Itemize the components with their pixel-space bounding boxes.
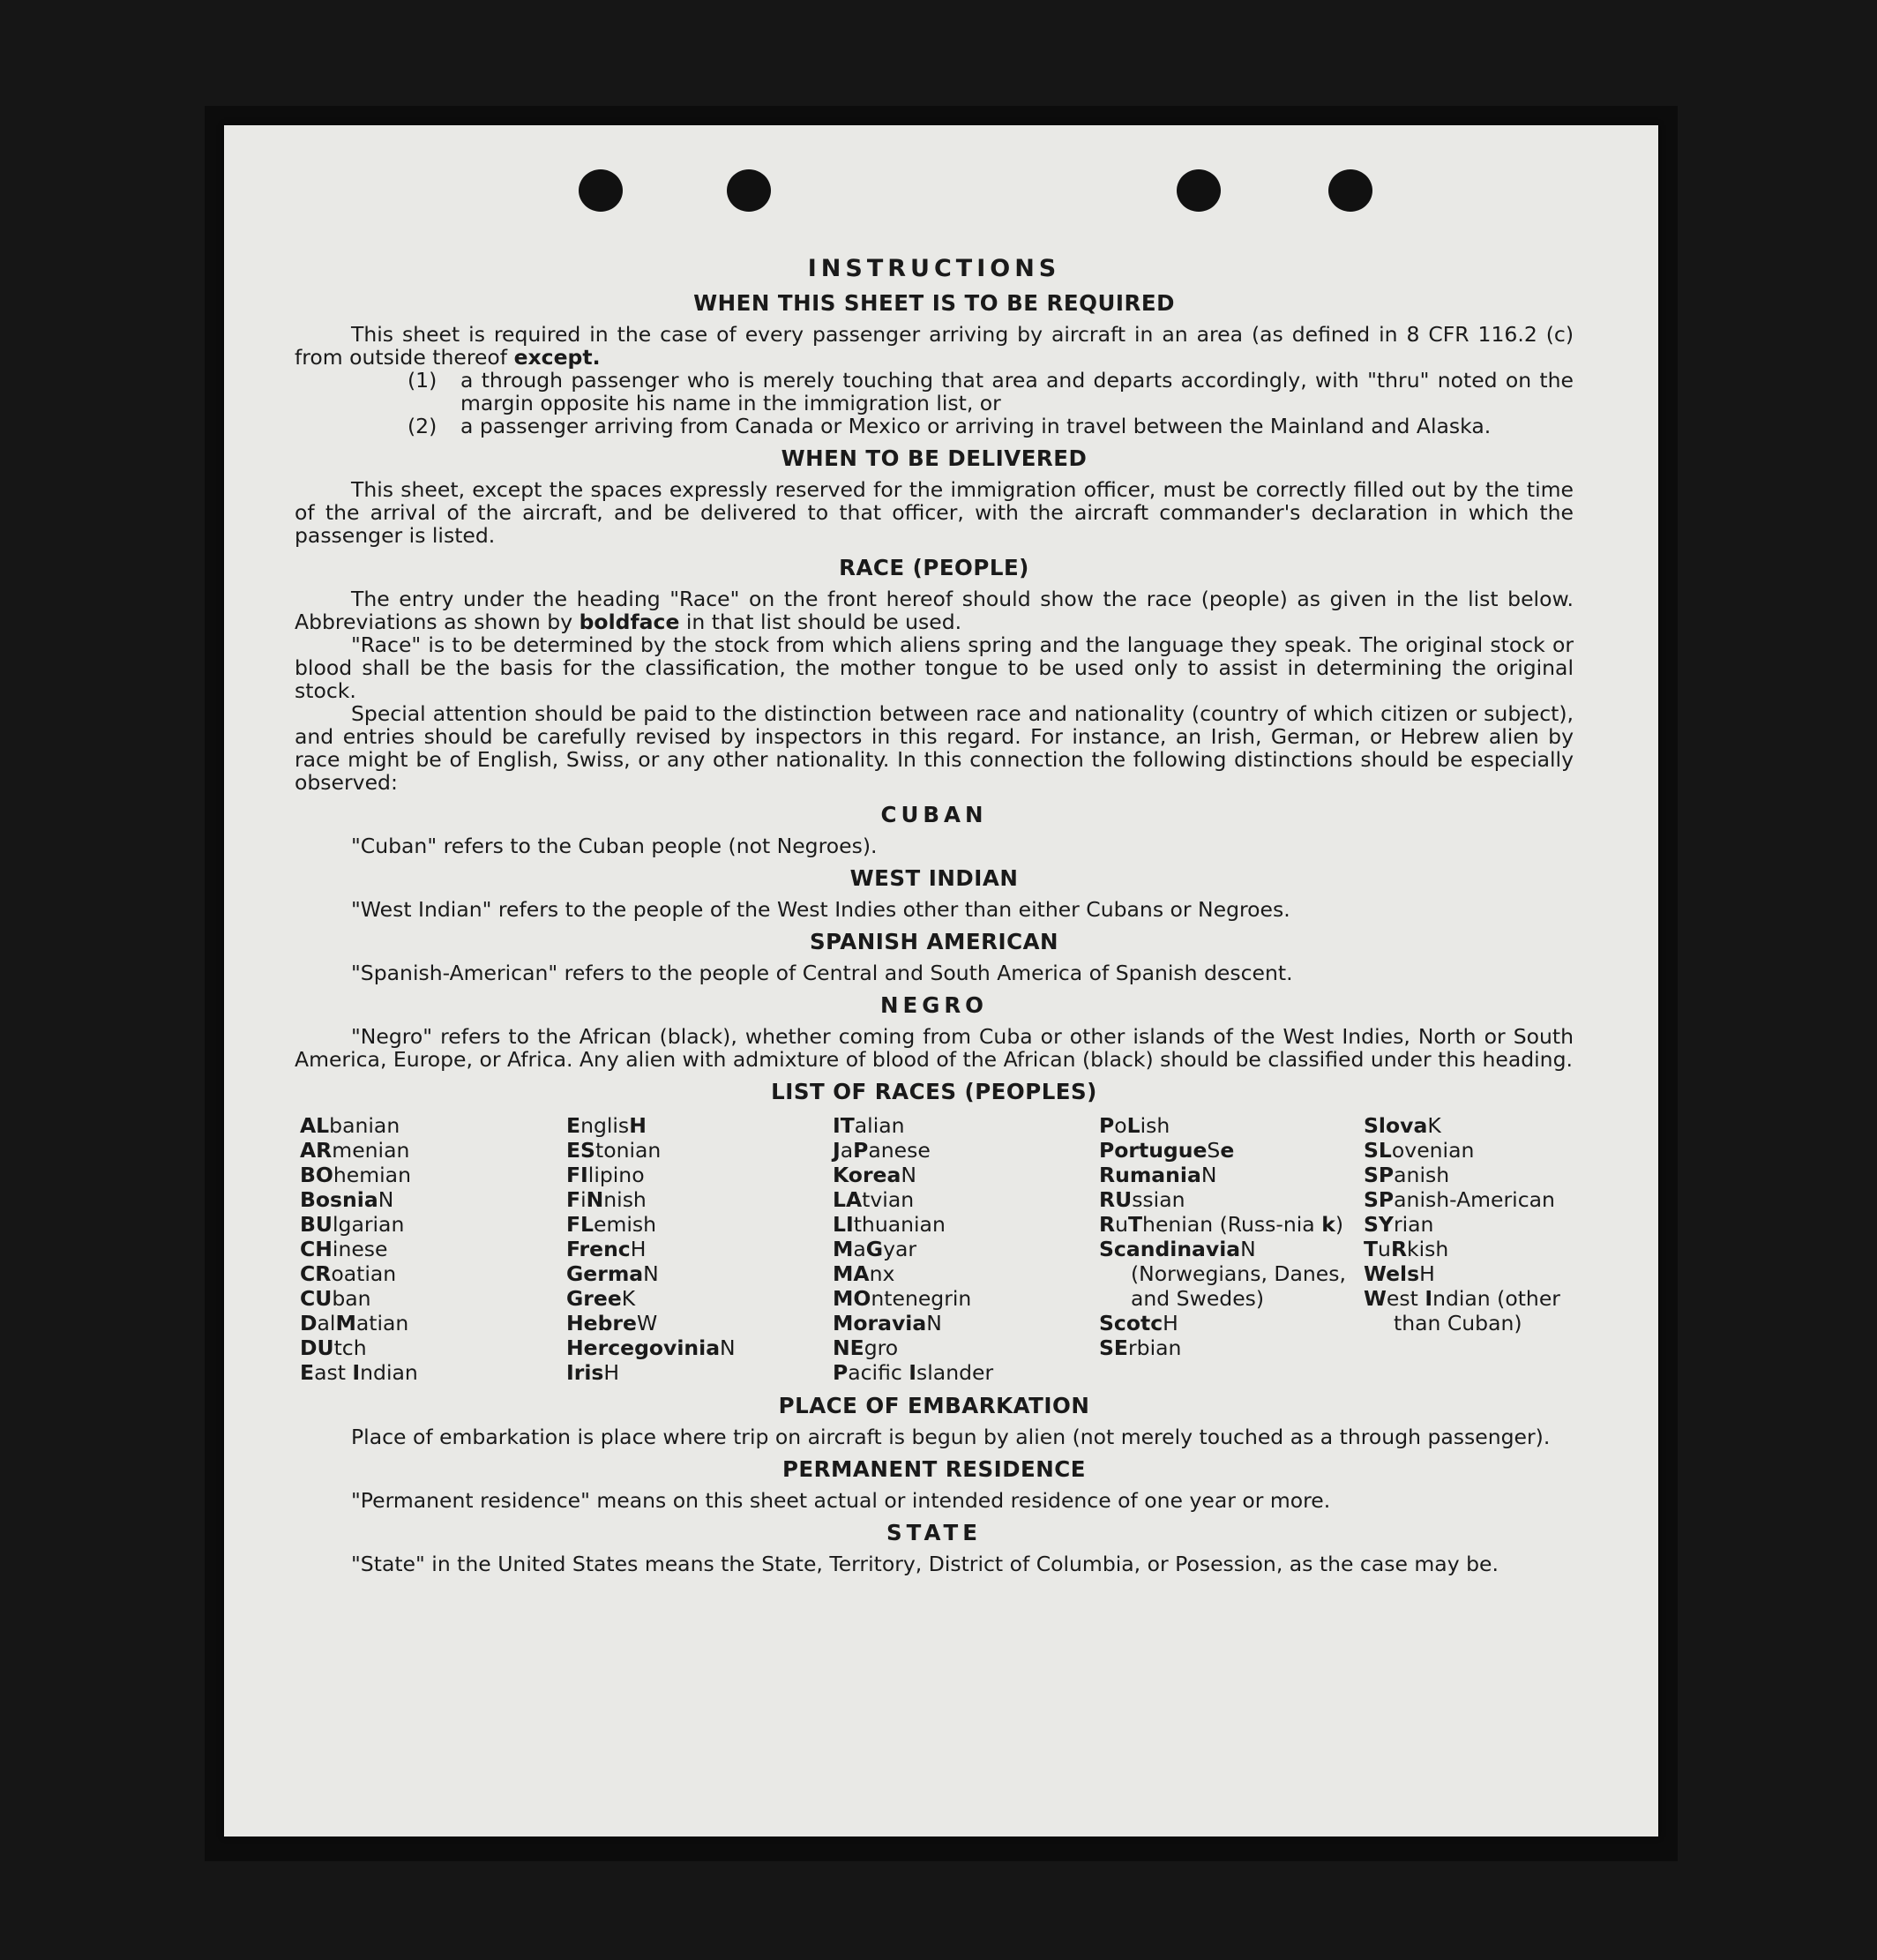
spanish-american-text: "Spanish-American" refers to the people of Central and South America of Spanish descent. [351,961,1293,985]
punch-hole-icon [727,169,771,212]
section-heading-west-indian: WEST INDIAN [849,865,1019,891]
state-text: "State" in the United States means the State, Territory, District of Columbia, or Posession, as the case may be. [351,1552,1499,1576]
race-entry: SPanish-American [1364,1187,1555,1212]
section-heading-cuban: CUBAN [880,802,988,827]
punch-hole-icon [1328,169,1372,212]
document-sheet [224,125,1658,1837]
race-column [1099,1113,1364,1385]
race-entry: RUssian [1099,1187,1185,1212]
race-entry: SLovenian [1364,1138,1475,1163]
race-entry: NEgro [833,1335,899,1360]
race-entry: SlovaK [1364,1113,1441,1138]
race-entry: FIlipino [566,1163,645,1187]
race-column [1364,1113,1584,1385]
race-entry: BosniaN [300,1187,394,1212]
race-entry: PoLish [1099,1113,1170,1138]
punch-hole-icon [579,169,623,212]
west-indian-text: "West Indian" refers to the people of the West Indies other than either Cubans or Negroes. [351,897,1290,922]
race-entry: BOhemian [300,1163,411,1187]
race-entry: MaGyar [833,1237,917,1261]
race-entry: IrisH [566,1360,620,1385]
race-entry: PortugueSe [1099,1138,1235,1163]
race-entry: GreeK [566,1286,636,1311]
race-entry: RumaniaN [1099,1163,1217,1187]
race-column [300,1113,566,1385]
race-entry: ScotcH [1099,1311,1178,1335]
section-heading-when-required: WHEN THIS SHEET IS TO BE REQUIRED [693,290,1175,316]
exception-item-1: (1) a through passenger who is merely touching that area and departs accordingly, with "thru" noted on the margin opposite his name in the immigration list, or [408,368,1574,415]
when-delivered-text: This sheet, except the spaces expressly reserved for the immigration officer, must be correctly filled out by the time of the arrival of the aircraft, and be delivered to that officer, with the aircraft commander's declaration in which the passenger is listed. [295,477,1574,548]
race-entry: LIthuanian [833,1212,946,1237]
section-heading-spanish-american: SPANISH AMERICAN [809,929,1059,954]
race-entry: DalMatian [300,1311,409,1335]
exception-item-2: (2) a passenger arriving from Canada or Mexico or arriving in travel between the Mainland and Alaska. [408,414,1492,438]
section-heading-state: STATE [886,1520,982,1545]
race-entry: ITalian [833,1113,905,1138]
race-entry: ScandinaviaN [1099,1237,1256,1261]
permanent-residence-text: "Permanent residence" means on this sheet actual or intended residence of one year or more. [351,1488,1331,1513]
embarkation-text: Place of embarkation is place where trip on aircraft is begun by alien (not merely touched as a through passenger). [351,1425,1551,1449]
race-entry: JaPanese [833,1138,931,1163]
race-entry: West Indian (other than Cuban) [1364,1286,1560,1335]
race-entry: CRoatian [300,1261,397,1286]
page-title: INSTRUCTIONS [807,255,1061,282]
race-entry: MoraviaN [833,1311,942,1335]
race-entry: FrencH [566,1237,647,1261]
race-entry: East Indian [300,1360,418,1385]
race-column [833,1113,1099,1385]
section-heading-embarkation: PLACE OF EMBARKATION [778,1393,1090,1418]
race-paragraph-2: "Race" is to be determined by the stock from which aliens spring and the language they speak. The original stock or blood shall be the basis for the classification, the mother tongue to be used only to assist in determining the original stock. [295,632,1574,703]
punch-hole-icon [1177,169,1221,212]
race-entry: KoreaN [833,1163,916,1187]
race-entry: CHinese [300,1237,388,1261]
races-list [300,1113,1574,1385]
race-entry: SYrian [1364,1212,1434,1237]
race-paragraph-3: Special attention should be paid to the distinction between race and nationality (country of which citizen or subject), and entries should be carefully revised by inspectors in this regard. For instance, an Irish, German, or Hebrew alien by race might be of English, Swiss, or any other nationality. In this connection the following distinctions should be especially observed: [295,701,1574,795]
race-entry: FiNnish [566,1187,647,1212]
race-entry: EnglisH [566,1113,647,1138]
race-entry: FLemish [566,1212,657,1237]
race-entry: GermaN [566,1261,659,1286]
race-entry: Pacific Islander [833,1360,994,1385]
section-heading-when-delivered: WHEN TO BE DELIVERED [781,445,1088,471]
negro-text: "Negro" refers to the African (black), whether coming from Cuba or other islands of the West Indies, North or South America, Europe, or Africa. Any alien with admixture of blood of the African (black) should be classified under this heading. [295,1024,1574,1072]
race-entry: (Norwegians, Danes, and Swedes) [1131,1261,1346,1311]
race-entry: EStonian [566,1138,662,1163]
race-entry: LAtvian [833,1187,915,1212]
cuban-text: "Cuban" refers to the Cuban people (not Negroes). [351,834,878,858]
race-entry: SPanish [1364,1163,1450,1187]
race-entry: MOntenegrin [833,1286,972,1311]
race-entry: RuThenian (Russ-nia k) [1099,1212,1343,1237]
instructions-content [295,256,1574,1575]
race-paragraph-1: The entry under the heading "Race" on the front hereof should show the race (people) as given in the list below. Abbreviations as shown by boldface in that list should be used. [295,587,1574,634]
race-entry: HebreW [566,1311,658,1335]
race-entry: ALbanian [300,1113,400,1138]
race-column [566,1113,833,1385]
when-required-intro: This sheet is required in the case of every passenger arriving by aircraft in an area (as defined in 8 CFR 116.2 (c) from outside thereof except. [295,322,1574,370]
race-entry: DUtch [300,1335,367,1360]
section-heading-permanent-residence: PERMANENT RESIDENCE [781,1456,1087,1482]
section-heading-list-of-races: LIST OF RACES (PEOPLES) [771,1079,1097,1104]
race-entry: WelsH [1364,1261,1435,1286]
section-heading-negro: NEGRO [879,992,989,1018]
race-entry: HercegoviniaN [566,1335,736,1360]
section-heading-race: RACE (PEOPLE) [839,555,1029,580]
race-entry: SErbian [1099,1335,1182,1360]
race-entry: ARmenian [300,1138,410,1163]
race-entry: CUban [300,1286,371,1311]
race-entry: TuRkish [1364,1237,1449,1261]
race-entry: MAnx [833,1261,895,1286]
race-entry: BUlgarian [300,1212,405,1237]
